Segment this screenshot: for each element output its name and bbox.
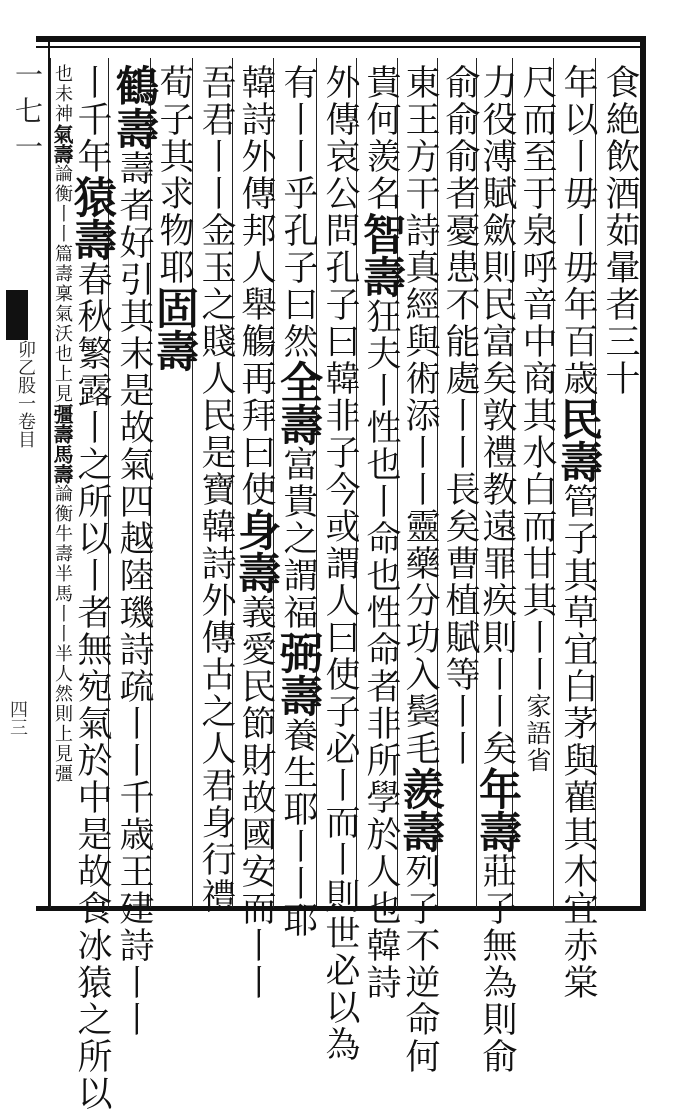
column-text: 列子不逆命何 — [400, 853, 440, 1075]
entry-heading: 弼壽 — [273, 631, 323, 717]
right-border — [640, 36, 646, 911]
text-column-5 — [440, 64, 478, 904]
entry-heading: 固壽 — [149, 286, 199, 372]
entry-heading: 身壽 — [231, 508, 281, 594]
top-border — [36, 36, 646, 42]
column-text: 丨千年 — [72, 64, 112, 175]
text-column-15 — [52, 64, 72, 904]
entry-heading: 年壽 — [472, 767, 522, 853]
column-text: 韓詩外傳邦人舉觴再拜曰使 — [236, 64, 276, 508]
text-column-1 — [598, 64, 638, 904]
column-text: 上見 — [52, 724, 73, 764]
column-text: 論衡丨丨篇壽稟氣沃也 — [52, 164, 73, 364]
column-text: 年以丨毋丨毋年百歳 — [558, 64, 598, 397]
column-text: 也未神 — [52, 64, 73, 124]
fold-label: 卯乙股一卷目 — [15, 340, 36, 448]
column-text: 力役溥賦歛則民富矣敦禮教遠罪疾則丨丨矣 — [477, 64, 517, 767]
column-text: 韓非子今或謂人曰使子必丨而丨則世必以為 — [320, 360, 360, 1063]
column-text: 東王方干詩真經與術添丨丨靈藥分功入鬓毛 — [400, 64, 440, 767]
column-text: 管子其草宜白茅與雚其木宜赤棠 — [558, 483, 598, 1001]
entry-heading: 全壽 — [273, 360, 323, 446]
entry-heading: 羨壽 — [395, 767, 445, 853]
column-text: 彊 — [52, 764, 73, 784]
column-text: 義愛民節財故國安而丨丨 — [236, 594, 276, 1001]
text-column-11 — [194, 64, 236, 915]
column-text: 貴何羨名 — [361, 64, 401, 212]
top-border-thin — [36, 46, 646, 48]
fold-mark — [6, 290, 28, 340]
column-text: 養生耶丨丨耶 — [278, 717, 318, 939]
column-text: 論衡牛壽半馬丨丨半人然則 — [52, 484, 73, 724]
entry-heading: 猿壽 — [67, 175, 117, 261]
column-text: 尺而至于泉呼音中商其水白而甘其丨丨 — [517, 64, 557, 693]
entry-heading: 馬壽 — [50, 444, 74, 484]
column-text: 荀子其求物耶 — [154, 64, 194, 286]
text-column-8 — [318, 64, 360, 1063]
text-column-14 — [67, 64, 117, 1112]
column-text: 有丨丨乎孔子曰然 — [278, 64, 318, 360]
adjacent-page-edge: 一七一 — [11, 60, 44, 168]
text-column-6 — [395, 64, 445, 1075]
text-column-12 — [149, 64, 199, 904]
column-text: 狂夫丨性也丨命也性命者非所學於人也韓詩 — [361, 298, 401, 1001]
column-text: 富貴之謂福 — [278, 446, 318, 631]
column-text: 壽者好引其末是故氣四越陸璣詩疏丨丨千歳王建詩丨丨 — [114, 150, 154, 1038]
column-text: 俞俞俞者憂患不能處丨丨長矣曹植賦等丨丨 — [440, 64, 480, 767]
text-column-4 — [472, 64, 522, 1075]
column-text: 韓詩外傳古之人君身行禮 — [196, 508, 236, 915]
column-text: 食絶飲酒茹暈者三十 — [600, 64, 640, 397]
entry-heading: 智壽 — [356, 212, 406, 298]
text-column-7 — [356, 64, 406, 1001]
column-text: 春秋繁露丨之所以丨者無宛氣於中是故食冰猿之所以 — [72, 261, 112, 1112]
column-text: 莊子無為則俞 — [477, 853, 517, 1075]
column-text: 吾君丨丨金玉之賤人民是寶 — [196, 64, 236, 508]
text-column-10 — [231, 64, 281, 1001]
entry-heading: 鶴壽 — [109, 64, 159, 150]
column-text: 外傳哀公問孔子曰 — [320, 64, 360, 360]
entry-heading: 氣壽 — [50, 124, 74, 164]
column-note: 家語省 — [523, 693, 552, 774]
column-text: 上見 — [52, 364, 73, 404]
page-number: 四三 — [7, 700, 28, 736]
entry-heading: 彊壽 — [50, 404, 74, 444]
text-column-2 — [553, 64, 603, 1001]
entry-heading: 民壽 — [553, 397, 603, 483]
text-column-9 — [273, 64, 323, 939]
